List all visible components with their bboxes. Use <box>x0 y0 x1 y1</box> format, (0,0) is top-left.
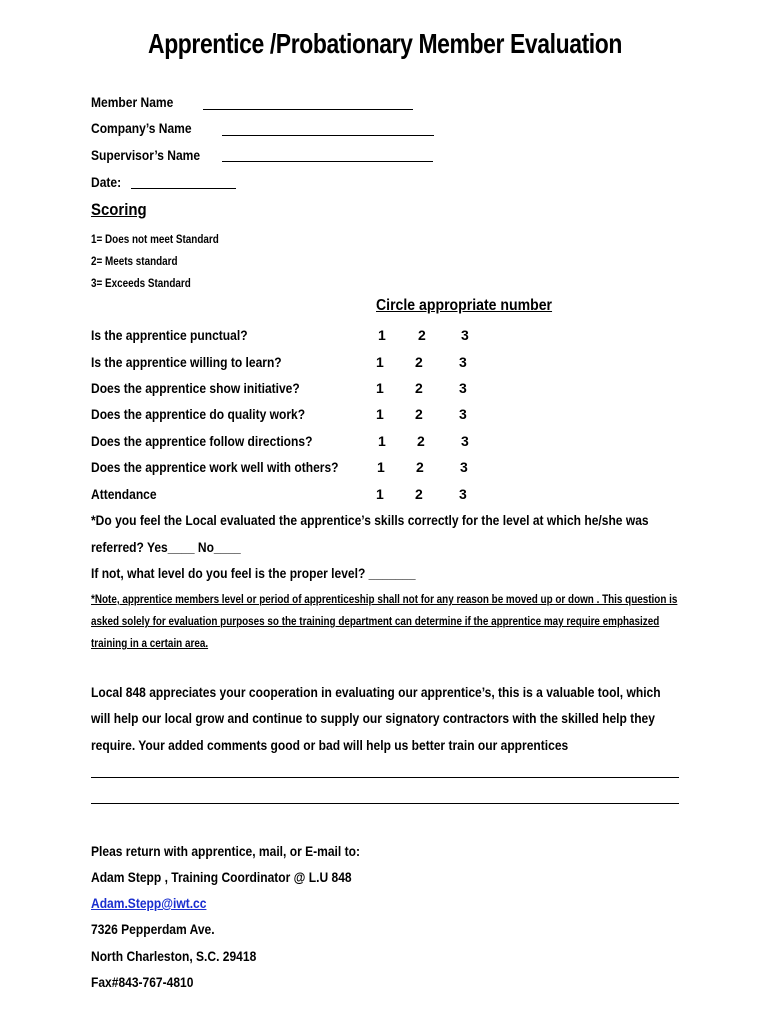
proper-level-question[interactable]: If not, what level do you feel is the proper level? _______ <box>91 565 416 581</box>
comment-line-2[interactable] <box>91 803 679 804</box>
appreciation-line-1: Local 848 appreciates your cooperation in evaluating our apprentice’s, this is a valuable tool, which <box>91 684 661 700</box>
level-question-yes-no[interactable]: referred? Yes____ No____ <box>91 539 241 555</box>
score-option-1[interactable]: 1 <box>378 433 386 449</box>
note-line-1: *Note, apprentice members level or period of apprenticeship shall not for any reason be moved up or down . This question is <box>91 594 678 606</box>
score-option-1[interactable]: 1 <box>376 354 384 370</box>
return-city: North Charleston, S.C. 29418 <box>91 948 257 964</box>
score-option-2[interactable]: 2 <box>415 406 423 422</box>
scoring-level-1: 1= Does not meet Standard <box>91 234 219 246</box>
score-option-2[interactable]: 2 <box>415 486 423 502</box>
score-option-2[interactable]: 2 <box>418 327 426 343</box>
supervisor-name-line[interactable] <box>222 161 433 162</box>
company-name-label: Company’s Name <box>91 120 192 136</box>
score-option-1[interactable]: 1 <box>376 380 384 396</box>
member-name-label: Member Name <box>91 94 174 110</box>
return-heading: Pleas return with apprentice, mail, or E-mail to: <box>91 843 360 859</box>
scoring-level-3: 3= Exceeds Standard <box>91 278 191 290</box>
note-line-3: training in a certain area. <box>91 638 209 650</box>
scoring-heading: Scoring <box>91 200 147 219</box>
score-option-2[interactable]: 2 <box>417 433 425 449</box>
circle-heading: Circle appropriate number <box>376 297 553 314</box>
supervisor-name-label: Supervisor’s Name <box>91 147 201 163</box>
comment-line-1[interactable] <box>91 777 679 778</box>
return-email-link[interactable]: Adam.Stepp@iwt.cc <box>91 895 207 911</box>
page-title: Apprentice /Probationary Member Evaluation <box>148 28 622 59</box>
score-option-1[interactable]: 1 <box>377 459 385 475</box>
score-option-3[interactable]: 3 <box>461 327 469 343</box>
score-option-3[interactable]: 3 <box>459 354 467 370</box>
score-option-1[interactable]: 1 <box>376 406 384 422</box>
score-option-1[interactable]: 1 <box>376 486 384 502</box>
score-option-3[interactable]: 3 <box>461 433 469 449</box>
question-work-with-others: Does the apprentice work well with others? <box>91 459 339 475</box>
score-option-3[interactable]: 3 <box>459 486 467 502</box>
score-option-3[interactable]: 3 <box>460 459 468 475</box>
appreciation-line-2: will help our local grow and continue to supply our signatory contractors with the skilled help they <box>91 710 655 726</box>
level-question-line-1: *Do you feel the Local evaluated the apprentice’s skills correctly for the level at which he/she was <box>91 512 649 528</box>
question-initiative: Does the apprentice show initiative? <box>91 380 300 396</box>
return-street: 7326 Pepperdam Ave. <box>91 921 215 937</box>
date-line[interactable] <box>131 188 236 189</box>
date-label: Date: <box>91 174 122 190</box>
question-attendance: Attendance <box>91 486 157 502</box>
score-option-3[interactable]: 3 <box>459 380 467 396</box>
company-name-line[interactable] <box>222 135 434 136</box>
score-option-2[interactable]: 2 <box>415 380 423 396</box>
score-option-2[interactable]: 2 <box>415 354 423 370</box>
score-option-2[interactable]: 2 <box>416 459 424 475</box>
question-punctual: Is the apprentice punctual? <box>91 327 248 343</box>
return-fax: Fax#843-767-4810 <box>91 974 194 990</box>
note-line-2: asked solely for evaluation purposes so the training department can determine if the apprentice may require emphasized <box>91 616 660 628</box>
member-name-line[interactable] <box>203 109 413 110</box>
question-quality-work: Does the apprentice do quality work? <box>91 406 306 422</box>
scoring-level-2: 2= Meets standard <box>91 256 178 268</box>
return-contact: Adam Stepp , Training Coordinator @ L.U 848 <box>91 869 352 885</box>
question-willing-to-learn: Is the apprentice willing to learn? <box>91 354 282 370</box>
appreciation-line-3: require. Your added comments good or bad will help us better train our apprentices <box>91 737 569 753</box>
question-follow-directions: Does the apprentice follow directions? <box>91 433 313 449</box>
score-option-3[interactable]: 3 <box>459 406 467 422</box>
score-option-1[interactable]: 1 <box>378 327 386 343</box>
